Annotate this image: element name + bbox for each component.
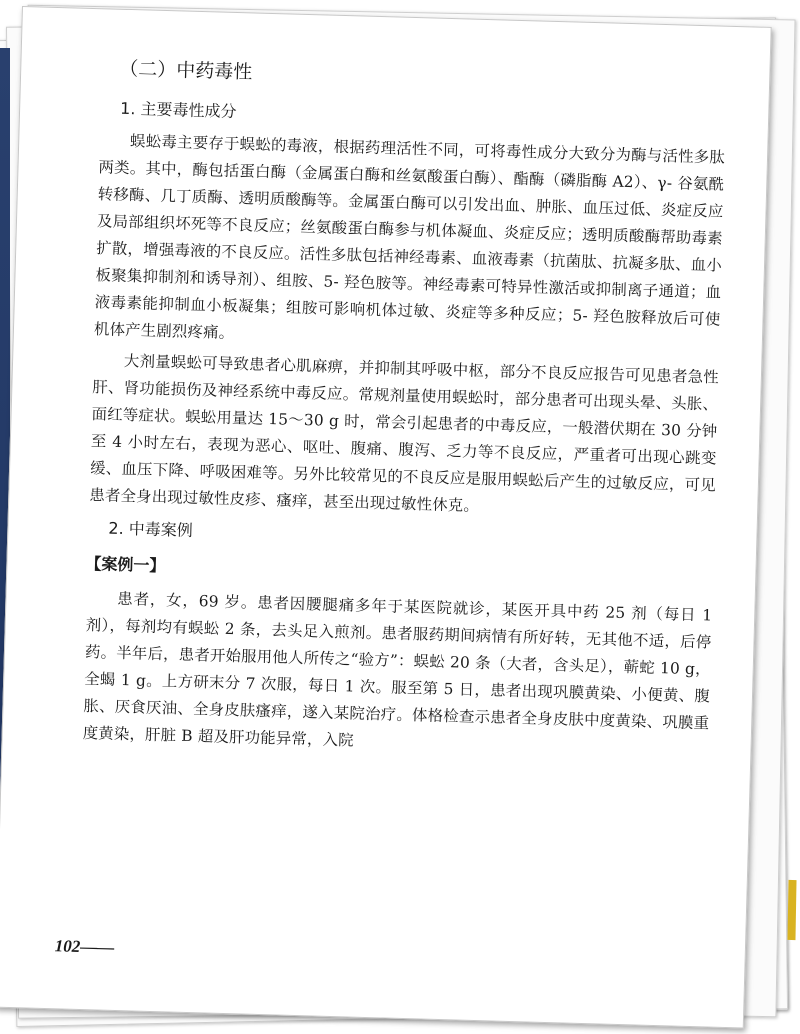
page-number: 102——: [54, 936, 115, 957]
book-page: [0, 6, 772, 1029]
paragraph-adverse-reactions: 大剂量蜈蚣可导致患者心肌麻痹，并抑制其呼吸中枢，部分不良反应报告可见患者急性肝、肾功能损伤及神经系统中毒反应。常规剂量使用蜈蚣时，部分患者可出现头晕、头胀、面红等症状。蜈蚣用量达 15～30 g 时，常会引起患者的中毒反应，一般潜伏期在 30 分钟至 4 小时左右，表现为恶心、呕吐、腹痛、腹泻、乏力等不良反应，严重者可出现心跳变缓、血压下降、呼吸困难等。另外比较常见的不良反应是服用蜈蚣后产生的过敏反应，可见患者全身出现过敏性皮疹、瘙痒，甚至出现过敏性休克。: [89, 351, 720, 515]
case-title: 【案例一】: [85, 553, 166, 576]
subsection-title-toxic-components: 1. 主要毒性成分: [119, 98, 237, 122]
subsection-title-poisoning-cases: 2. 中毒案例: [108, 518, 194, 540]
paragraph-case-one: 患者，女，69 岁。患者因腰腿痛多年于某医院就诊，某医开具中药 25 剂（每日 1 剂），每剂均有蜈蚣 2 条，去头足入煎剂。患者服药期间病情有所好转，无其他不适，后停药。半年后，患者开始服用他人所传之“验方”：蜈蚣 20 条（大者，含头足），蕲蛇 10 g，全蝎 1 g。上方研末分 7 次服，每日 1 次。服至第 5 日，患者出现巩膜黄染、小便黄、腹胀、厌食厌油、全身皮肤瘙痒，遂入某院治疗。体格检查示患者全身皮肤中度黄染、巩膜重度黄染，肝脏 B 超及肝功能异常，入院: [82, 589, 713, 750]
bookmark-tab: [787, 880, 796, 940]
section-title: （二）中药毒性: [118, 57, 253, 84]
page-content: [82, 47, 727, 764]
paragraph-toxic-components: 蜈蚣毒主要存于蜈蚣的毒液，根据药理活性不同，可将毒性成分大致分为酶与活性多肽两类。其中，酶包括蛋白酶（金属蛋白酶和丝氨酸蛋白酶）、酯酶（磷脂酶 A2）、γ- 谷氨酰转移酶、几丁质酶、透明质酸酶等。金属蛋白酶可以引发出血、肿胀、血压过低、炎症反应及局部组织坏死等不良反应；丝氨酸蛋白酶参与机体凝血、炎症反应；透明质酸酶帮助毒素扩散，增强毒液的不良反应。活性多肽包括神经毒素、血液毒素（抗菌肽、抗凝多肽、血小板聚集抑制剂和诱导剂）、组胺、5- 羟色胺等。神经毒素可特异性激活或抑制离子通道；血液毒素能抑制血小板凝集；组胺可影响机体过敏、炎症等多种反应；5- 羟色胺释放后可使机体产生剧烈疼痛。: [93, 132, 726, 343]
